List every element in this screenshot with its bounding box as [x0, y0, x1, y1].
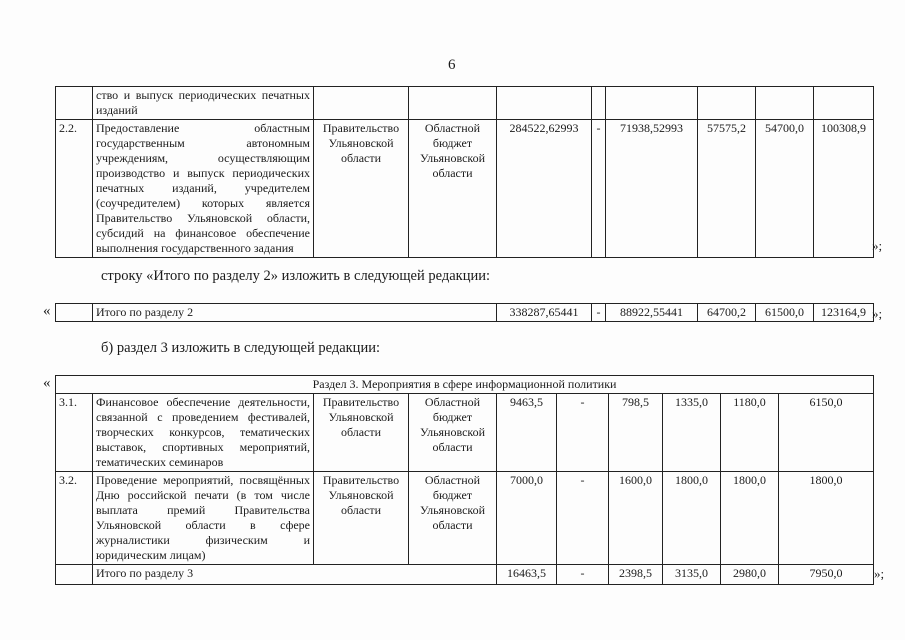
table-row	[56, 472, 874, 565]
itogo-value-4: 7950,0	[779, 565, 874, 585]
paragraph-section-3: б) раздел 3 изложить в следующей редакции:	[101, 340, 380, 356]
row-value-3: 1800,0	[721, 472, 779, 565]
row-executor: Правительство Ульяновской области	[314, 472, 409, 565]
row-executor: Правительство Ульяновской области	[314, 394, 409, 472]
row-dash: -	[557, 472, 609, 565]
itogo-value-2: 3135,0	[663, 565, 721, 585]
table-row	[56, 120, 874, 258]
row-description: Предоставление областным государственным автономным учреждениям, осуществляющим производство и выпуск периодических печатных изданий, учредителем (соучредителем) которых является Правительство Ульяновской области, субсидий на финансовое обеспечение выполнения государственного задания	[93, 120, 314, 258]
itogo-dash: -	[592, 304, 606, 322]
itogo-value-4: 123164,9	[814, 304, 874, 322]
row-dash: -	[592, 120, 606, 258]
closing-quote-mark: »;	[872, 306, 883, 321]
opening-quote-mark: «	[43, 375, 51, 391]
row-value-2: 1800,0	[663, 472, 721, 565]
row-description: Финансовое обеспечение деятельности, связанной с проведением фестивалей, творческих конкурсов, тематических выставок, спортивных мероприятий, тематических семинаров	[93, 394, 314, 472]
table-row	[56, 376, 874, 394]
row-funding-source: Областной бюджет Ульяновской области	[409, 120, 497, 258]
itogo-value-3: 61500,0	[756, 304, 814, 322]
table-row	[56, 87, 874, 120]
row-number: 3.1.	[56, 394, 93, 472]
itogo-label: Итого по разделу 2	[93, 304, 497, 322]
page-number: 6	[448, 57, 456, 73]
table-itogo-section-2	[55, 303, 874, 322]
row-executor: Правительство Ульяновской области	[314, 120, 409, 258]
row-funding-source: Областной бюджет Ульяновской области	[409, 394, 497, 472]
row-total: 7000,0	[497, 472, 557, 565]
row-value-4: 1800,0	[779, 472, 874, 565]
row-text-continued: ство и выпуск периодических печатных изданий	[93, 87, 314, 120]
row-value-1: 1600,0	[609, 472, 663, 565]
row-value-2: 1335,0	[663, 394, 721, 472]
row-value-4: 6150,0	[779, 394, 874, 472]
table-section-2-continued	[55, 86, 874, 258]
itogo-value-2: 64700,2	[698, 304, 756, 322]
section-title: Раздел 3. Мероприятия в сфере информационной политики	[56, 376, 874, 394]
itogo-value-1: 88922,55441	[606, 304, 698, 322]
table-row	[56, 565, 874, 585]
row-value-1: 798,5	[609, 394, 663, 472]
itogo-value-3: 2980,0	[721, 565, 779, 585]
row-value-4: 100308,9	[814, 120, 874, 258]
itogo-total: 16463,5	[497, 565, 557, 585]
row-total: 284522,62993	[497, 120, 592, 258]
itogo-dash: -	[557, 565, 609, 585]
opening-quote-mark: «	[43, 303, 51, 319]
row-dash: -	[557, 394, 609, 472]
table-row	[56, 394, 874, 472]
row-funding-source: Областной бюджет Ульяновской области	[409, 472, 497, 565]
row-number: 3.2.	[56, 472, 93, 565]
itogo-label: Итого по разделу 3	[93, 565, 497, 585]
row-value-1: 71938,52993	[606, 120, 698, 258]
row-total: 9463,5	[497, 394, 557, 472]
table-section-3	[55, 375, 874, 585]
closing-quote-mark: »;	[872, 238, 883, 253]
row-value-3: 1180,0	[721, 394, 779, 472]
closing-quote-mark: »;	[874, 566, 885, 581]
paragraph-itogo-2: строку «Итого по разделу 2» изложить в следующей редакции:	[101, 268, 491, 284]
table-row	[56, 304, 874, 322]
row-description: Проведение мероприятий, посвящённых Дню российской печати (в том числе выплата премий Правительства Ульяновской области в сфере журналистики физическим и юридическим лицам)	[93, 472, 314, 565]
row-value-3: 54700,0	[756, 120, 814, 258]
itogo-value-1: 2398,5	[609, 565, 663, 585]
row-number: 2.2.	[56, 120, 93, 258]
itogo-total: 338287,65441	[497, 304, 592, 322]
row-value-2: 57575,2	[698, 120, 756, 258]
